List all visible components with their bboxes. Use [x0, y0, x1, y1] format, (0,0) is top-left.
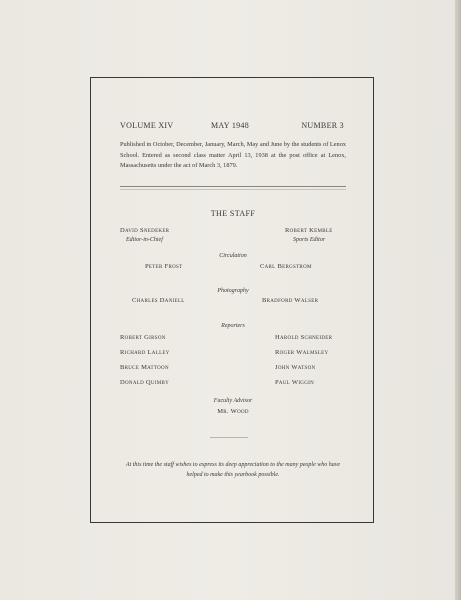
reporter-name: Donald Quimby — [120, 379, 170, 386]
sports-editor-role: Sports Editor — [293, 237, 326, 243]
editor-in-chief-role: Editor-in-Chief — [126, 237, 163, 243]
divider-rule — [120, 186, 346, 187]
circulation-member: Carl Bergstrom — [260, 263, 312, 270]
staff-heading: THE STAFF — [210, 209, 256, 218]
reporter-name: Robert Gibson — [120, 334, 166, 341]
closing-note: At this time the staff wishes to express its deep appreciation to the many people who have helped to make this yearbook possible. — [125, 462, 341, 478]
faculty-advisor-name: Mr. Wood — [217, 408, 249, 415]
volume-label: VOLUME XIV — [120, 121, 174, 130]
divider-rule-secondary — [120, 189, 346, 190]
reporter-name: Paul Wiggin — [275, 379, 314, 386]
reporter-name: Bruce Mattoon — [120, 364, 169, 371]
photography-label: Photography — [217, 288, 249, 294]
binding-edge — [455, 0, 461, 600]
reporter-name: John Watson — [275, 364, 316, 371]
circulation-member: Peter Frost — [145, 263, 183, 270]
photography-member: Charles Daniell — [132, 297, 185, 304]
reporters-label: Reporters — [221, 323, 245, 329]
reporter-name: Roger Walmsley — [275, 349, 329, 356]
reporter-name: Harold Schneider — [275, 334, 333, 341]
sports-editor-name: Robert Kemble — [285, 227, 333, 234]
circulation-label: Circulation — [219, 253, 247, 259]
reporter-name: Richard Lalley — [120, 349, 170, 356]
masthead — [120, 121, 344, 133]
publication-notice: Published in October, December, January, March, May and June by the students of Lenox School. Entered as second class matter April 13, 1938 at the post office at Lenox, Massachusetts under the act of March 3, 1879. — [120, 141, 346, 169]
photography-member: Bradford Walser — [262, 297, 319, 304]
issue-date: MAY 1948 — [211, 121, 250, 130]
short-divider — [210, 437, 248, 438]
editor-in-chief-name: David Snedeker — [120, 227, 170, 234]
issue-number: NUMBER 3 — [301, 121, 344, 130]
faculty-advisor-label: Faculty Advisor — [213, 398, 253, 404]
